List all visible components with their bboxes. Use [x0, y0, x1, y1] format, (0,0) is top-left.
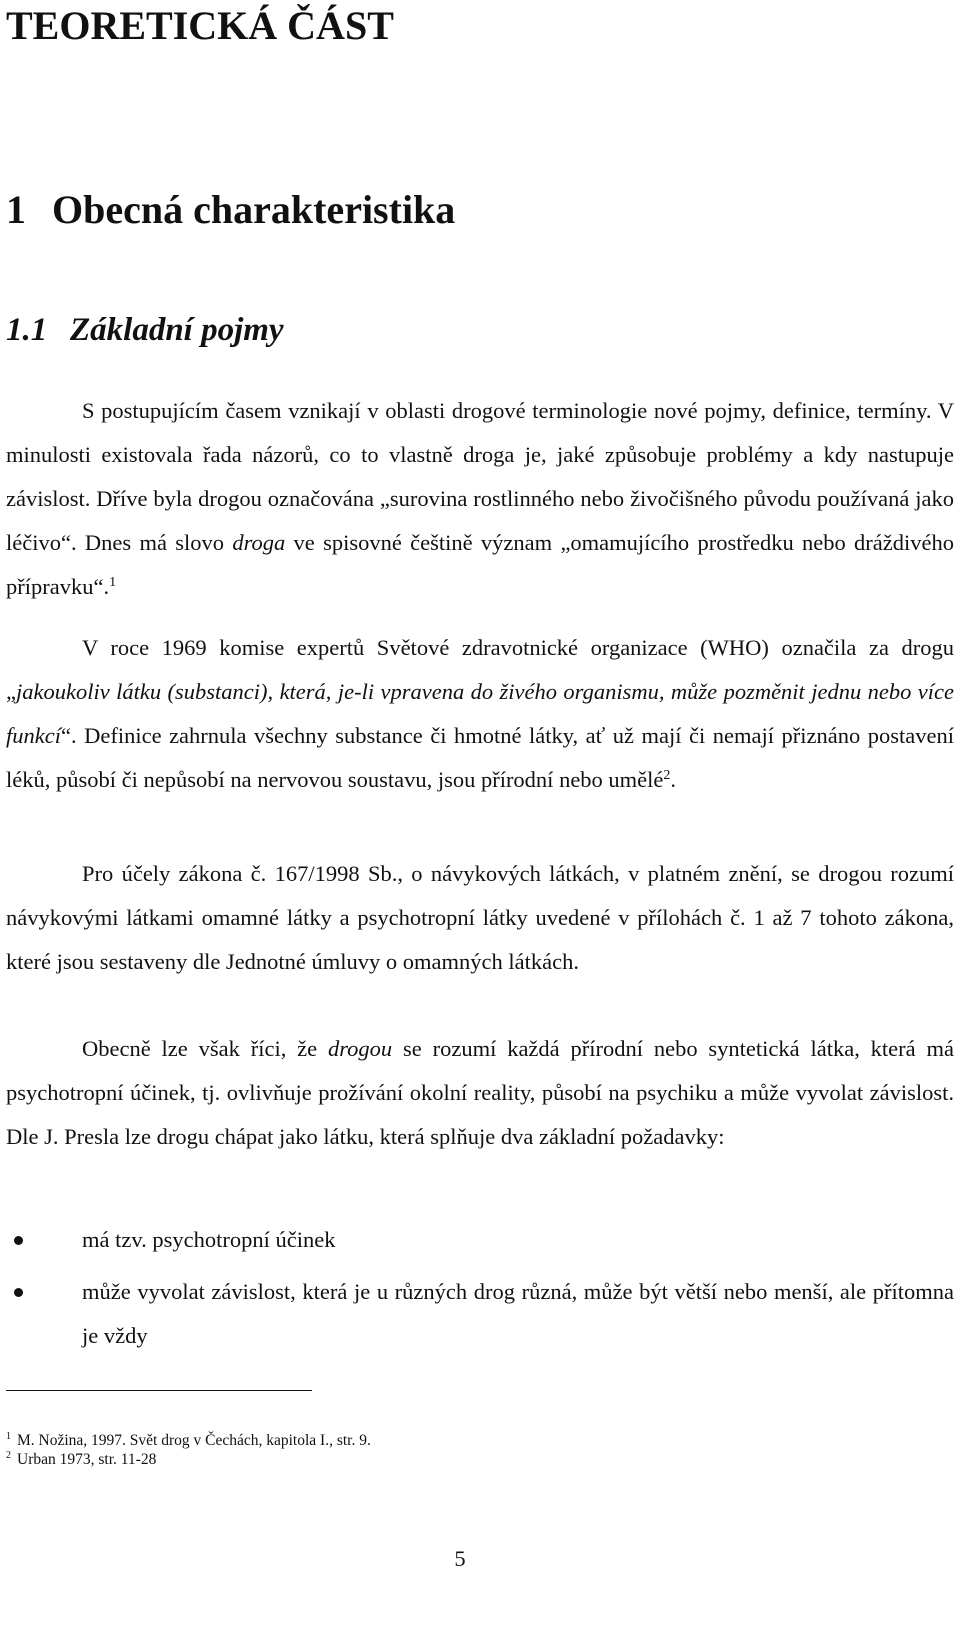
paragraph-1 [6, 389, 954, 609]
list-item [6, 1218, 954, 1262]
footnote-1-text: M. Nožina, 1997. Svět drog v Čechách, kapitola I., str. 9. [17, 1432, 371, 1449]
requirements-list [6, 1218, 954, 1366]
paragraph-2-emphasis: jakoukoliv látku (substanci), která, je-li vpravena do živého organismu, může pozměnit jednu nebo více funkcí [6, 679, 954, 748]
list-item [6, 1270, 954, 1358]
footnote-1 [6, 1431, 371, 1451]
chapter-title: Obecná charakteristika [52, 187, 456, 232]
bullet-icon [14, 1236, 23, 1245]
bullet-icon [14, 1288, 23, 1297]
paragraph-1-emphasis: droga [232, 530, 286, 555]
footnote-separator [6, 1390, 312, 1391]
chapter-number: 1 [6, 187, 26, 232]
paragraph-3-text: Pro účely zákona č. 167/1998 Sb., o návykových látkách, v platném znění, se drogou rozumí návykovými látkami omamné látky a psychotropní látky uvedené v přílohách č. 1 až 7 tohoto zákona, které jsou sestaveny dle Jednotné úmluvy o omamných látkách. [6, 861, 954, 974]
paragraph-2 [6, 626, 954, 802]
list-item-text: může vyvolat závislost, která je u různých drog různá, může být větší nebo menší, ale přítomna je vždy [82, 1279, 954, 1348]
section-number: 1.1 [6, 312, 48, 348]
paragraph-1-text-a: S postupujícím časem vznikají v oblasti drogové terminologie nové pojmy, definice, termíny. V minulosti existovala řada názorů, co to vlastně droga je, jaké způsobuje problémy a kdy nastupuje závislost. Dříve byla drogou označována „surovina rostlinného nebo živočišného původu používaná jako léčivo“. Dnes má slovo [6, 398, 954, 555]
paragraph-1-text-b: ve spisovné češtině význam „omamujícího prostředku nebo dráždivého přípravku“. [6, 530, 954, 599]
paragraph-4-text-b: se rozumí každá přírodní nebo syntetická látka, která má psychotropní účinek, tj. ovlivňuje prožívání okolní reality, působí na psychiku a může vyvolat závislost. Dle J. Presla lze drogu chápat jako látku, která splňuje dva základní požadavky: [6, 1036, 954, 1149]
footnote-2-text: Urban 1973, str. 11-28 [17, 1451, 157, 1468]
page-number: 5 [454, 1546, 466, 1571]
footnote-2 [6, 1450, 156, 1470]
paragraph-4 [6, 1027, 954, 1159]
footnote-1-number: 1 [6, 1431, 11, 1442]
section-title: Základní pojmy [70, 312, 284, 348]
footnote-ref-2: 2 [663, 768, 671, 783]
paragraph-2-text-c: . [670, 767, 677, 792]
part-title: TEORETICKÁ ČÁST [6, 3, 394, 48]
paragraph-4-emphasis: drogou [328, 1036, 393, 1061]
chapter-heading [6, 186, 455, 234]
paragraph-2-text-a: V roce 1969 komise expertů Světové zdravotnické organizace (WHO) označila za drogu „ [6, 635, 954, 704]
footnote-2-number: 2 [6, 1450, 11, 1461]
paragraph-4-text-a: Obecně lze však říci, že [82, 1036, 328, 1061]
list-item-text: má tzv. psychotropní účinek [82, 1227, 336, 1252]
footnote-ref-1: 1 [109, 575, 117, 590]
paragraph-2-text-b: “. Definice zahrnula všechny substance či hmotné látky, ať už mají či nemají přiznáno postavení léků, působí či nepůsobí na nervovou soustavu, jsou přírodní nebo umělé [6, 723, 954, 792]
section-heading [6, 310, 284, 350]
paragraph-3 [6, 852, 954, 984]
